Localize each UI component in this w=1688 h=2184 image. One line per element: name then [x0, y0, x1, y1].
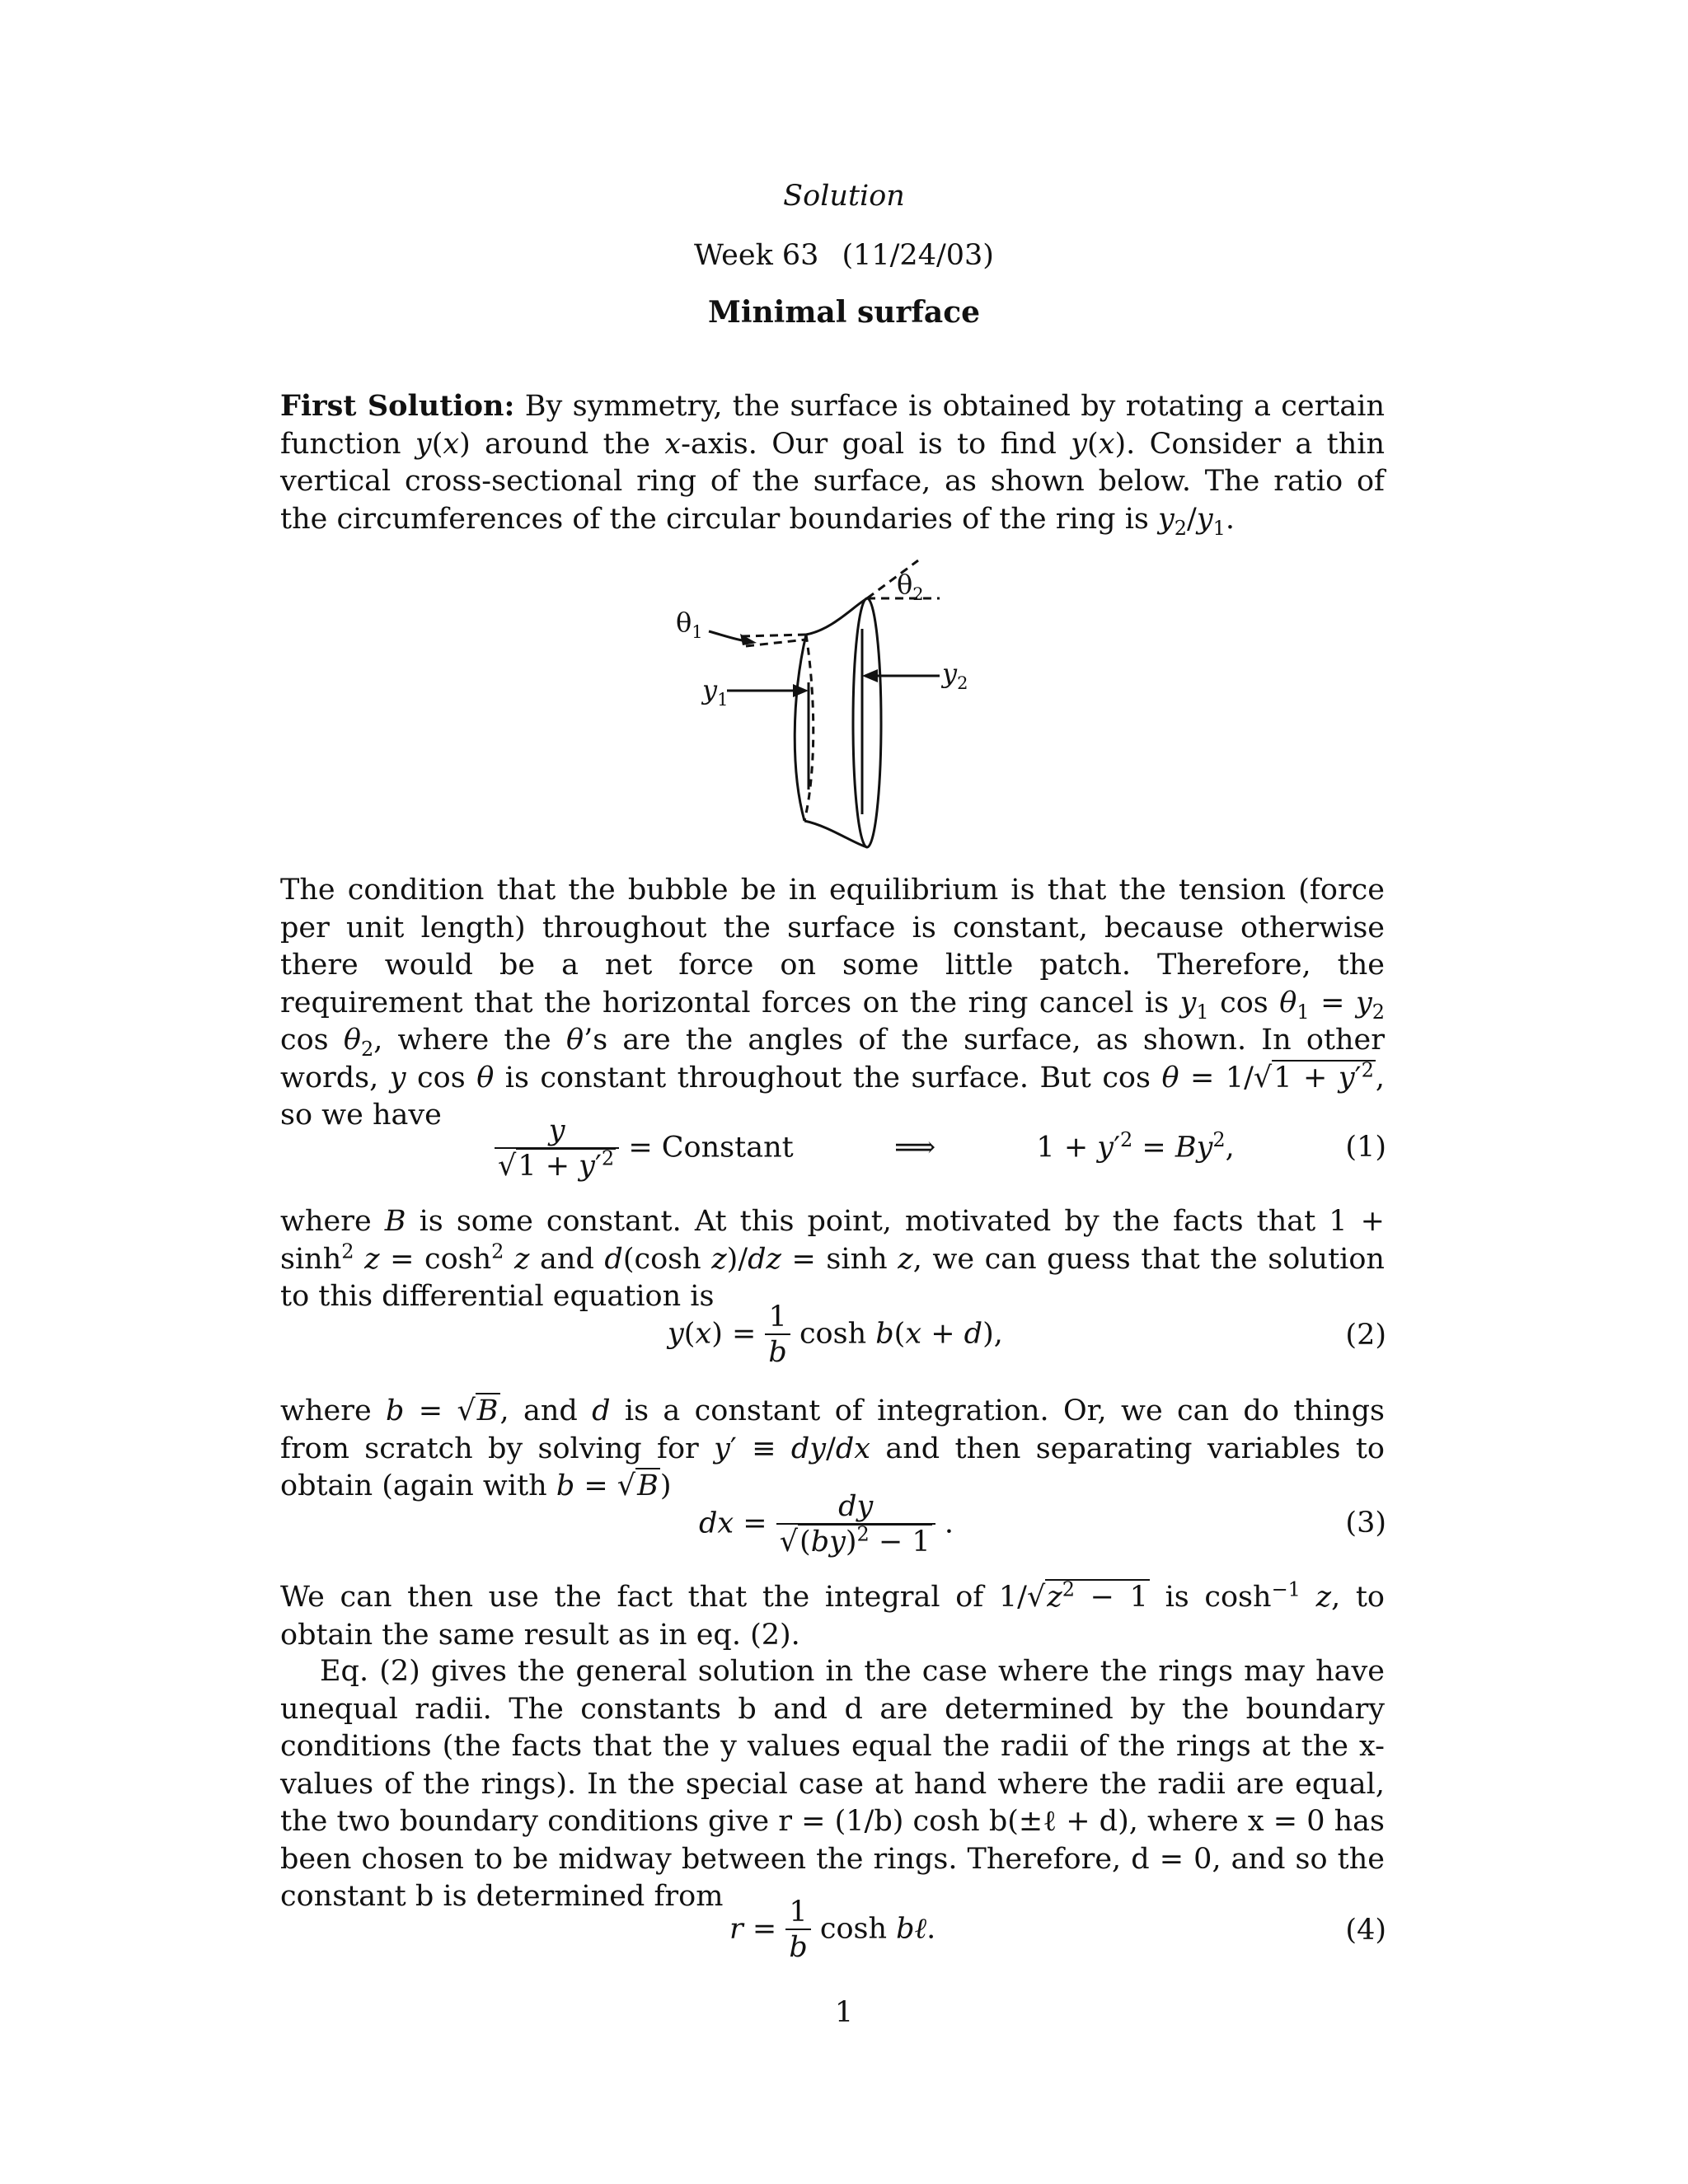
- page-number: 1: [834, 1996, 854, 2029]
- header-week-line: [0, 239, 1688, 272]
- ring-cross-section-diagram: [668, 551, 997, 864]
- paragraph-boundary-conditions: Eq. (2) gives the general solution in the case where the rings may have unequal radii. The constants b and d are determined by the boundary conditions (the facts that the y values equal the radii of the rings at the x-values of the rings). In the special case at hand where the radii are equal, the two boundary conditions give r = (1/b) cosh b(±ℓ + d), where x = 0 has been chosen to be midway between the rings. Therefore, d = 0, and so the constant b is determined from: [280, 1655, 1385, 1913]
- header-label: Solution: [783, 180, 905, 213]
- equation-1-number: (1): [1345, 1131, 1386, 1164]
- equation-3: dx = $\frac{dy}{√(by)^2 - 1}$ .: [699, 1490, 954, 1558]
- equation-2-number: (2): [1345, 1319, 1386, 1352]
- left-ring-front: [795, 635, 806, 821]
- paragraph-separation: where b = √B, and d is a constant of integration. Or, we can do things from scratch by solving for y′ ≡ dy/dx and then separating variables to obtain (again with b = √B): [280, 1394, 1385, 1502]
- label-y2: $y_2$: [942, 658, 968, 693]
- label-y1: $y_1$: [702, 674, 729, 710]
- right-ring-ellipse: [853, 598, 881, 847]
- page-title: Minimal surface: [707, 295, 981, 330]
- equation-4-number: (4): [1345, 1914, 1386, 1947]
- equation-3-number: (3): [1345, 1507, 1386, 1540]
- y1-arrowhead: [793, 684, 809, 697]
- paragraph-integral: We can then use the fact that the integral of $1/√z^2 - 1$ is $\cosh^{-1} z$, to obtain the same result as in eq. (2).: [280, 1577, 1385, 1652]
- paragraph-first-solution: First Solution: By symmetry, the surface is obtained by rotating a certain function y(x) around the x-axis. Our goal is to find y(x). Consider a thin vertical cross-sectional ring of the surface, as shown below. The ratio of the circumferences of the circular boundaries of the ring is $y_2/y_1$.: [280, 389, 1385, 540]
- paragraph-guess: where B is some constant. At this point, motivated by the facts that $1 + \sinh^2 z = \cosh^2 z$ and d(cosh z)/dz = sinh z, we can guess that the solution to this differential equation is: [280, 1205, 1385, 1313]
- header-date: (11/24/03): [842, 239, 994, 272]
- label-theta1: $\theta_1$: [676, 607, 703, 642]
- equation-1-constant: = Constant: [628, 1131, 794, 1165]
- header-week: Week 63: [694, 239, 819, 272]
- equation-4: r = $\frac{1}{b}$ cosh bℓ.: [729, 1896, 936, 1964]
- paragraph-equilibrium: The condition that the bubble be in equilibrium is that the tension (force per unit length) throughout the surface is constant, because otherwise there would be a net force on some little patch. Therefore, the requirement that the horizontal forces on the ring cancel is $y_1$ $\cos \theta_1 = y_2$ $\cos \theta_2$, where the θ’s are the angles of the surface, as shown. In other words, y cos θ is constant throughout the surface. But $\cos \theta = 1/√1 + y'^2$, so we have: [280, 874, 1385, 1132]
- equation-2: y(x) = $\frac{1}{b}$ cosh b(x + d),: [668, 1301, 1003, 1369]
- theta1-dash-top: [742, 635, 806, 636]
- equation-1-implies: ⟹: [893, 1131, 936, 1165]
- lower-surface-curve: [804, 821, 867, 847]
- first-solution-lead: First Solution:: [280, 389, 515, 423]
- y2-arrowhead: [862, 669, 878, 682]
- label-theta2: $\theta_2$: [897, 569, 924, 604]
- equation-1: $\frac{y}{√1 + y'^2}$ = Constant ⟹ $1 + y'^2 = By^2$,: [495, 1114, 1235, 1183]
